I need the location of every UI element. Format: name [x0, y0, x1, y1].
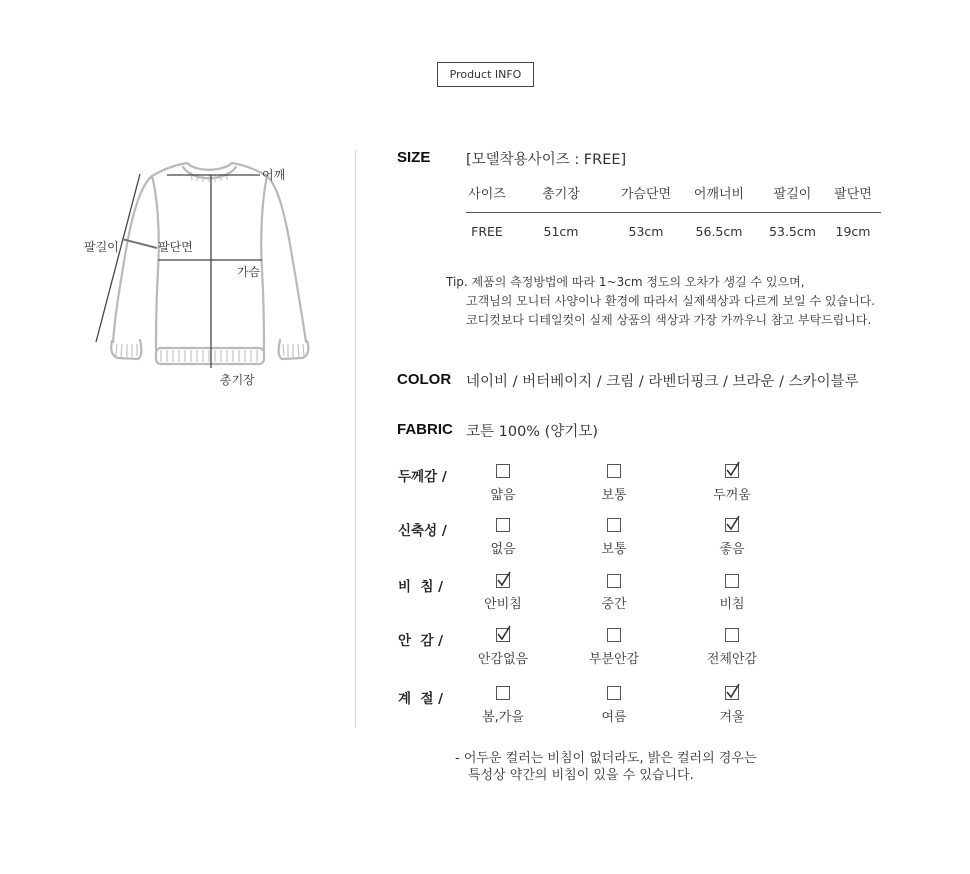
option-label: 보통 — [601, 542, 627, 557]
option-label: 부분안감 — [588, 652, 640, 667]
attr-label-sheerness: 비 침 / — [398, 579, 444, 595]
sweater-measurement-diagram — [80, 150, 320, 390]
checkbox-lining-full[interactable] — [725, 628, 739, 642]
tip-line-3: 코디컷보다 디테일컷이 실제 상품의 색상과 가장 가까우니 참고 부탁드립니다. — [466, 313, 872, 327]
size-header-cell: 사이즈 — [468, 187, 506, 202]
size-title: SIZE — [397, 149, 431, 166]
size-header-cell: 팔길이 — [773, 187, 812, 202]
option-label: 얇음 — [490, 488, 516, 503]
checkbox-lining-partial[interactable] — [607, 628, 621, 642]
product-info-badge: Product INFO — [437, 62, 534, 87]
option-label: 보통 — [601, 488, 627, 503]
checkbox-season-summer[interactable] — [607, 686, 621, 700]
option-label: 중간 — [601, 597, 627, 612]
checkbox-elasticity-good[interactable] — [725, 518, 739, 532]
checkbox-elasticity-normal[interactable] — [607, 518, 621, 532]
checkmark-icon — [725, 682, 741, 700]
diagram-label-total-length: 총기장 — [220, 373, 255, 387]
attr-label-season: 계 절 / — [398, 691, 444, 707]
attr-label-elasticity: 신축성 / — [398, 523, 447, 539]
size-cell: FREE — [471, 224, 503, 239]
option-label: 없음 — [490, 542, 516, 557]
size-table-row — [466, 213, 881, 249]
size-header-cell: 가슴단면 — [620, 187, 672, 202]
tip-line-2: 고객님의 모니터 사양이나 환경에 따라서 실제색상과 다르게 보일 수 있습니다. — [466, 294, 876, 308]
diagram-label-chest: 가슴 — [237, 265, 261, 279]
option-label: 안비침 — [484, 597, 522, 612]
diagram-label-sleeve-length: 팔길이 — [84, 240, 119, 254]
option-label: 겨울 — [719, 710, 745, 725]
checkbox-season-spring-fall[interactable] — [496, 686, 510, 700]
size-header-cell: 어깨너비 — [693, 187, 745, 202]
size-header-cell: 총기장 — [542, 187, 580, 202]
vertical-divider — [355, 150, 356, 728]
model-size-text: [모델착용사이즈 : FREE] — [466, 152, 627, 168]
checkbox-lining-none[interactable] — [496, 628, 510, 642]
size-cell: 51cm — [543, 224, 579, 239]
option-label: 봄,가을 — [482, 710, 524, 725]
attr-label-thickness: 두께감 / — [398, 469, 447, 485]
note-line-1: - 어두운 컬러는 비침이 없더라도, 밝은 컬러의 경우는 — [455, 751, 757, 766]
option-label: 비침 — [719, 597, 745, 612]
checkbox-thickness-thin[interactable] — [496, 464, 510, 478]
size-cell: 19cm — [835, 224, 871, 239]
color-value: 네이비 / 버터베이지 / 크림 / 라벤더핑크 / 브라운 / 스카이블루 — [466, 374, 859, 390]
option-label: 여름 — [601, 710, 627, 725]
checkbox-sheer-sheer[interactable] — [725, 574, 739, 588]
checkbox-elasticity-none[interactable] — [496, 518, 510, 532]
checkmark-icon — [725, 460, 741, 478]
note-line-2: 특성상 약간의 비침이 있을 수 있습니다. — [468, 768, 694, 783]
diagram-label-sleeve-width: 팔단면 — [158, 240, 193, 254]
size-cell: 53cm — [628, 224, 664, 239]
size-cell: 56.5cm — [695, 224, 743, 239]
checkmark-icon — [725, 514, 741, 532]
option-label: 좋음 — [719, 542, 745, 557]
option-label: 두꺼움 — [713, 488, 751, 503]
fabric-value: 코튼 100% (양기모) — [466, 424, 599, 440]
size-cell: 53.5cm — [769, 224, 816, 239]
option-label: 안감없음 — [477, 652, 529, 667]
diagram-label-shoulder: 어깨 — [262, 168, 286, 182]
tip-line-1: Tip. 제품의 측정방법에 따라 1~3cm 정도의 오차가 생길 수 있으며, — [446, 275, 805, 289]
checkbox-season-winter[interactable] — [725, 686, 739, 700]
checkmark-icon — [496, 570, 512, 588]
attr-label-lining: 안 감 / — [398, 633, 444, 649]
color-title: COLOR — [397, 371, 452, 388]
checkbox-thickness-thick[interactable] — [725, 464, 739, 478]
fabric-title: FABRIC — [397, 421, 453, 438]
checkbox-sheer-medium[interactable] — [607, 574, 621, 588]
checkbox-thickness-normal[interactable] — [607, 464, 621, 478]
size-header-cell: 팔단면 — [834, 187, 872, 202]
checkbox-sheer-none[interactable] — [496, 574, 510, 588]
option-label: 전체안감 — [706, 652, 758, 667]
size-table — [466, 184, 881, 249]
checkmark-icon — [496, 624, 512, 642]
size-table-header-row — [466, 184, 881, 213]
